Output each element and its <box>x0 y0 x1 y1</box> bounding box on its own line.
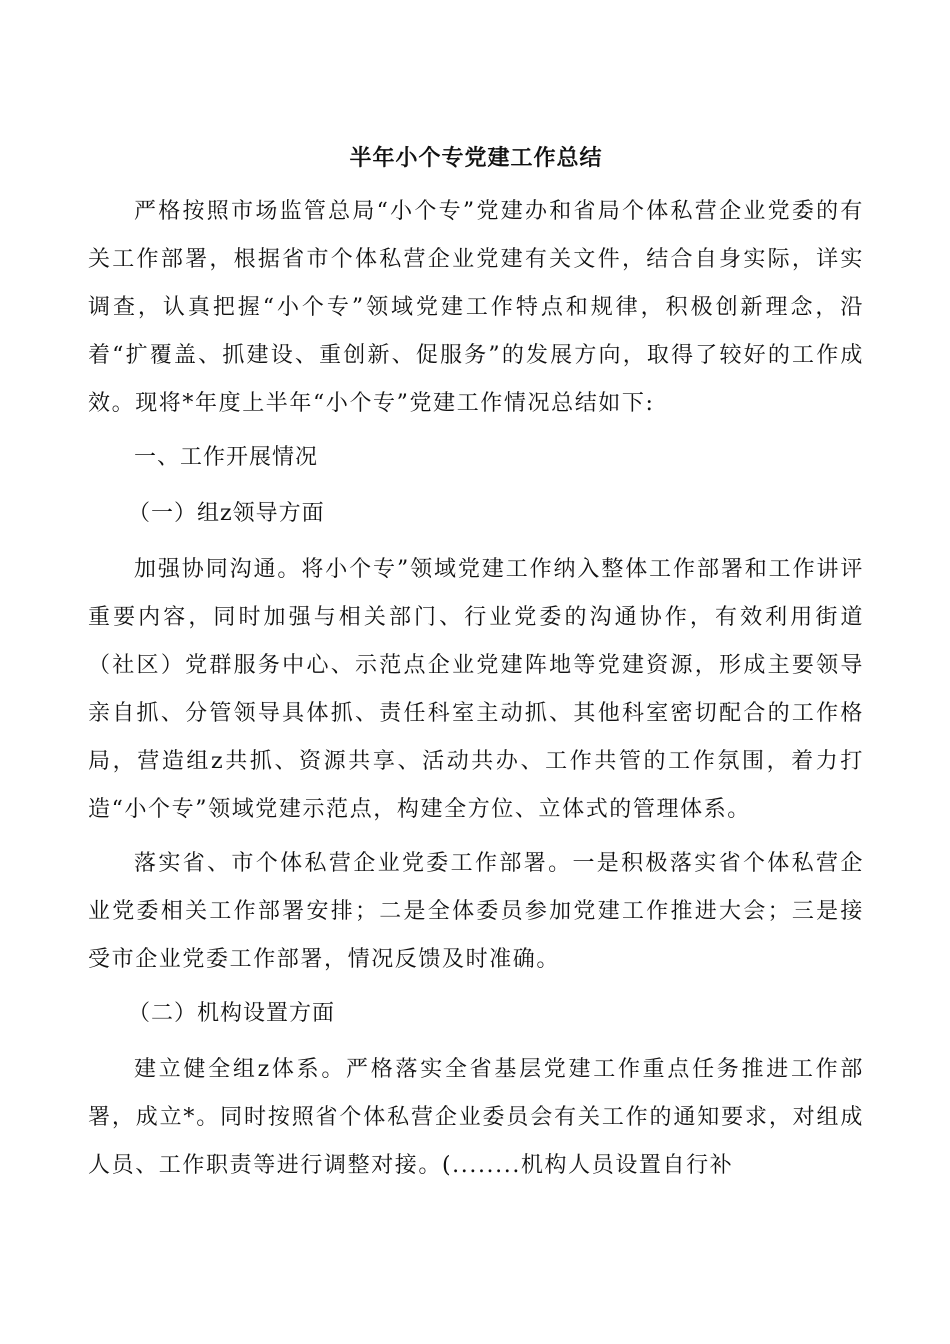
subsection-heading-1: （一）组z领导方面 <box>128 501 325 526</box>
subsection-2-paragraph-1: 建立健全组z体系。严格落实全省基层党建工作重点任务推进工作部署，成立*。同时按照省个体私营企业委员会有关工作的通知要求，对组成人员、工作职责等进行调整对接。(........机构人员设置自行补 <box>88 1057 864 1178</box>
subsection-heading-2: （二）机构设置方面 <box>128 1001 336 1026</box>
section-heading-1: 一、工作开展情况 <box>134 445 319 470</box>
document-title: 半年小个专党建工作总结 <box>349 145 603 171</box>
subsection-1-paragraph-2: 落实省、市个体私营企业党委工作部署。一是积极落实省个体私营企业党委相关工作部署安排；二是全体委员参加党建工作推进大会；三是接受市企业党委工作部署，情况反馈及时准确。 <box>88 851 864 972</box>
intro-paragraph: 严格按照市场监管总局“小个专”党建办和省局个体私营企业党委的有关工作部署，根据省市个体私营企业党建有关文件，结合自身实际，详实调查，认真把握“小个专”领域党建工作特点和规律，积极创新理念，沿着“扩覆盖、抓建设、重创新、促服务”的发展方向，取得了较好的工作成效。现将*年度上半年“小个专”党建工作情况总结如下: <box>88 199 864 416</box>
subsection-1-paragraph-1: 加强协同沟通。将小个专”领域党建工作纳入整体工作部署和工作讲评重要内容，同时加强与相关部门、行业党委的沟通协作，有效利用街道（社区）党群服务中心、示范点企业党建阵地等党建资源，形成主要领导亲自抓、分管领导具体抓、责任科室主动抓、其他科室密切配合的工作格局，营造组z共抓、资源共享、活动共办、工作共管的工作氛围，着力打造“小个专”领域党建示范点，构建全方位、立体式的管理体系。 <box>88 557 864 822</box>
document-page <box>88 140 864 1196</box>
